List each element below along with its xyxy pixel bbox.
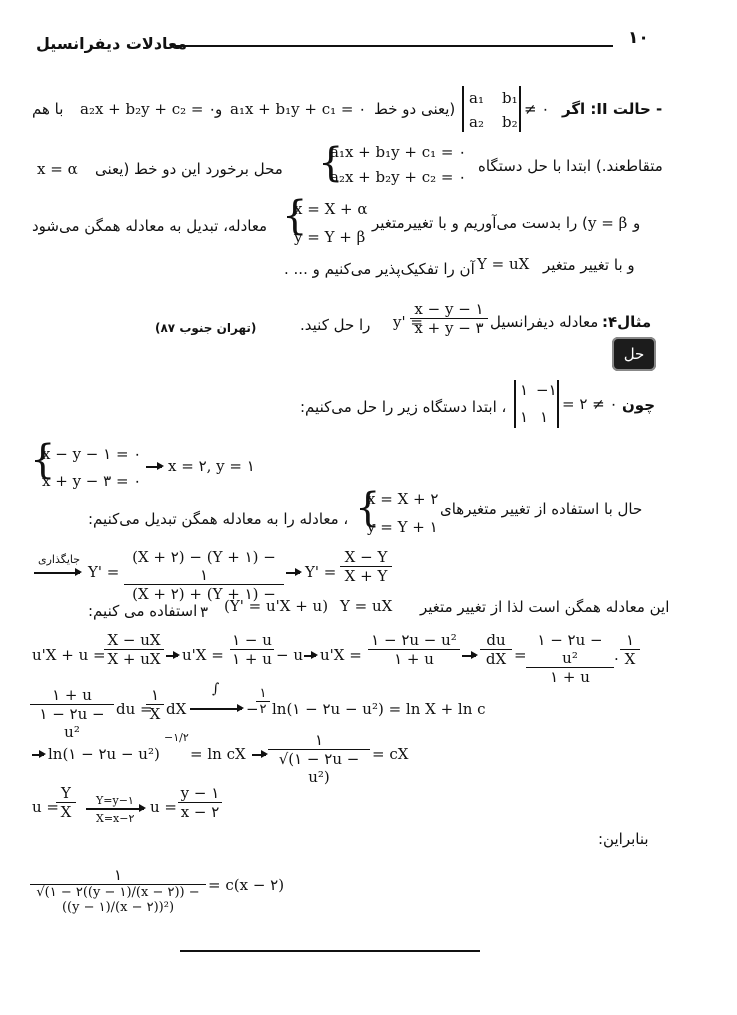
eq5-rnum: y − ۱ xyxy=(180,784,220,802)
sub2-brace: { xyxy=(355,485,381,531)
eq2-cnum: ۱ − ۲u − u² xyxy=(371,631,457,649)
eq5-num: Y xyxy=(61,784,71,802)
sys2-arrow xyxy=(146,466,162,468)
eq5-fraction xyxy=(56,784,76,821)
eq3-dx: dX xyxy=(166,700,187,718)
example-num: x − y − ۱ xyxy=(414,300,484,318)
eq2-fden: X xyxy=(620,649,640,668)
sys-b: a₂x + b₂y + c₂ = ۰ xyxy=(330,168,467,186)
eq2-cden: ۱ + u xyxy=(368,649,460,668)
eq2-frac3 xyxy=(368,631,460,668)
example-instruction: را حل کنید. xyxy=(300,316,371,334)
line1-eq: a₁x + b₁y + c₁ = ۰ xyxy=(230,100,367,118)
eq2-enum: ۱ − ۲u − u² xyxy=(537,631,603,667)
det2-22: ۱ xyxy=(540,408,549,426)
x-alpha: x = α xyxy=(37,160,78,178)
homog-var: Y = uX xyxy=(340,597,393,615)
eq4-cx: = cX xyxy=(372,745,409,763)
page-number: ۱۰ xyxy=(628,28,649,48)
with-word: با هم xyxy=(32,100,64,118)
det2-bar-right xyxy=(557,380,559,428)
eq4-ln: ln(۱ − ۲u − u²) xyxy=(48,745,160,763)
eq2-frac6 xyxy=(620,631,640,668)
eq2-bnum: ۱ − u xyxy=(232,631,272,649)
det2-bar-left xyxy=(514,380,516,428)
final-rhs: = c(x − ۲) xyxy=(208,876,285,894)
det-ne-zero: ≠ ۰ xyxy=(524,100,550,118)
eq2-dden: dX xyxy=(480,649,512,668)
line2-eq: a₂x + b₂y + c₂ = ۰ xyxy=(80,100,217,118)
eq2-frac4 xyxy=(480,631,512,668)
eq3-rnum: ۱ xyxy=(150,686,160,704)
eq3-frac1 xyxy=(30,686,114,741)
det2-12: −۱ xyxy=(536,381,557,399)
eq1-num: (X + ۲) − (Y + ۱) − ۱ xyxy=(132,548,276,584)
eq5-sub-top: Y=y−۱ xyxy=(96,794,134,807)
final-num: ۱ xyxy=(113,866,123,884)
solution-badge: حل xyxy=(612,337,656,371)
final-fraction xyxy=(30,866,206,915)
det-bar-left xyxy=(462,86,464,132)
sys2-eq2: x + y − ۳ = ۰ xyxy=(42,472,142,490)
sub-y: y = Y + β xyxy=(294,228,366,246)
eq1-rden: X + Y xyxy=(340,566,392,585)
det-b2: b₂ xyxy=(502,113,518,131)
eq5-den: X xyxy=(56,802,76,821)
sub2-text-a: حال با استفاده از تغییر متغیرهای xyxy=(440,500,643,518)
det-a2: a₂ xyxy=(469,113,484,131)
eq5-sub-bot: X=x−۲ xyxy=(96,812,135,825)
eq4-exponent: −۱/۲ xyxy=(164,731,189,744)
sys-a: a₁x + b₁y + c₁ = ۰ xyxy=(330,143,467,161)
because-word: چون xyxy=(622,396,656,414)
eq2-frac2 xyxy=(230,631,274,668)
eq3-hnum: ۱ xyxy=(259,686,267,701)
eq1-rhs: Y' = xyxy=(305,563,337,581)
eq2-frac5 xyxy=(526,631,614,686)
eq2-fnum: ۱ xyxy=(625,631,635,649)
eq3-den: ۱ − ۲u − u² xyxy=(30,704,114,741)
eq4-num: ۱ xyxy=(314,731,324,749)
eq3-du: du = xyxy=(116,700,153,718)
det-a1: a₁ xyxy=(469,89,484,107)
final-den: √(۱ − ۲((y − ۱)/(x − ۲)) − ((y − ۱)/(x − ۲))²) xyxy=(30,884,206,915)
eq1-rnum: X − Y xyxy=(344,548,388,566)
sys2-eq1: x − y − ۱ = ۰ xyxy=(42,445,142,463)
row2-text: متقاطعند.) ابتدا با حل دستگاه xyxy=(478,157,663,175)
eq3-hden: ۲ xyxy=(256,701,270,717)
example-fraction xyxy=(410,300,488,337)
and-word: و xyxy=(215,100,223,118)
row2-tail: محل برخورد این دو خط (یعنی xyxy=(95,160,283,178)
row3-and: و xyxy=(633,214,641,232)
eq2-arrow3 xyxy=(462,655,476,657)
eq4-lncx: = ln cX xyxy=(190,745,246,763)
eq3-num: ۱ + u xyxy=(52,686,92,704)
header-rule xyxy=(175,45,613,47)
eq2-bminus: − u xyxy=(276,646,303,664)
eq4-arrow2 xyxy=(252,754,266,756)
y-beta: y = β xyxy=(588,214,628,232)
eq1-den: (X + ۲) + (Y + ۱) − ۳ xyxy=(124,584,284,621)
eq5-rhs: u = xyxy=(150,798,177,816)
eq2-eden: ۱ + u xyxy=(526,667,614,686)
eq3-ln: ln(۱ − ۲u − u²) = ln X + ln c xyxy=(272,700,486,718)
case-intro: - حالت II: اگر xyxy=(562,100,663,118)
row3-tail: معادله، تبدیل به معادله همگن می‌شود xyxy=(32,217,268,235)
example-source: (تهران جنوب ۸۷) xyxy=(155,321,257,335)
eq2-b: u'X = xyxy=(182,646,224,664)
row4-tail: آن را تفکیک‌پذیر می‌کنیم و ... . xyxy=(284,260,475,278)
eq2-frac1 xyxy=(104,631,164,668)
eq1-lhs: Y' = xyxy=(88,563,120,581)
eq3-minus: − xyxy=(246,700,259,718)
therefore-word: بنابراین: xyxy=(598,830,649,848)
det2-11: ۱ xyxy=(520,381,529,399)
sub-x: x = X + α xyxy=(294,200,368,218)
det-value: = ۲ ≠ ۰ xyxy=(562,395,618,413)
eq2-lhs: u'X + u = xyxy=(32,646,106,664)
example-lhs: y' = xyxy=(393,313,423,331)
eq3-half xyxy=(256,686,270,717)
sub-brace: { xyxy=(282,193,308,239)
footer-rule xyxy=(180,950,480,952)
eq3-frac2 xyxy=(146,686,164,723)
sub2-y: y = Y + ۱ xyxy=(367,518,438,536)
eq2-dot: . xyxy=(614,646,619,664)
eq2-dnum: du xyxy=(486,631,506,649)
sub2-x: x = X + ۲ xyxy=(367,490,439,508)
det-bar-right xyxy=(519,86,521,132)
eq4-arrow1 xyxy=(32,754,44,756)
row3-text: ) را بدست می‌آوریم و با تغییرمتغیر xyxy=(372,214,588,232)
row4-text: و با تغییر متغیر xyxy=(543,256,635,274)
eq2-bden: ۱ + u xyxy=(230,649,274,668)
eq4-fraction xyxy=(268,731,370,786)
eq5-rfraction xyxy=(178,784,222,821)
solve-system-text: ، ابتدا دستگاه زیر را حل می‌کنیم: xyxy=(300,398,507,416)
substitution-label: جایگذاری xyxy=(38,553,81,566)
homog-paren: (Y' = u'X + u) xyxy=(224,597,329,615)
eq4-den: √(۱ − ۲u − u²) xyxy=(268,749,370,786)
det2-21: ۱ xyxy=(520,408,529,426)
substitution-arrow xyxy=(34,572,80,574)
sys-brace: { xyxy=(318,140,344,186)
example-text: معادله دیفرانسیل xyxy=(490,313,599,331)
eq2-equals: = xyxy=(514,646,527,664)
sys2-result: x = ۲, y = ۱ xyxy=(168,457,255,475)
example-den: x + y − ۳ xyxy=(410,318,488,337)
example-label: مثال۴: xyxy=(602,313,652,331)
sub2-text-b: ، معادله را به معادله همگن تبدیل می‌کنیم: xyxy=(88,510,349,528)
sys2-brace: { xyxy=(30,437,56,483)
eq3-int: ∫ xyxy=(212,681,220,697)
eq3-rden: X xyxy=(146,704,164,723)
homog-text-b: استفاده می کنیم: xyxy=(88,602,198,620)
eq1-rfraction xyxy=(340,548,392,585)
eq5-rden: x − ۲ xyxy=(178,802,222,821)
eq5-lhs: u = xyxy=(32,798,59,816)
eq2-c: u'X = xyxy=(320,646,362,664)
homog-text-a: این معادله همگن است لذا از تغییر متغیر xyxy=(420,598,670,616)
case-meaning: (یعنی دو خط xyxy=(374,100,456,118)
row4-var: Y = uX xyxy=(477,255,530,273)
eq2-arrow2 xyxy=(304,655,316,657)
eq2-arrow1 xyxy=(166,655,178,657)
eq2-den: X + uX xyxy=(104,649,164,668)
eq5-arrow xyxy=(86,808,144,810)
eq1-arrow xyxy=(286,572,300,574)
chapter-title: معادلات دیفرانسیل xyxy=(36,34,187,53)
det-b1: b₁ xyxy=(502,89,518,107)
eq3-arrow xyxy=(190,708,242,710)
eq2-num: X − uX xyxy=(107,631,161,649)
